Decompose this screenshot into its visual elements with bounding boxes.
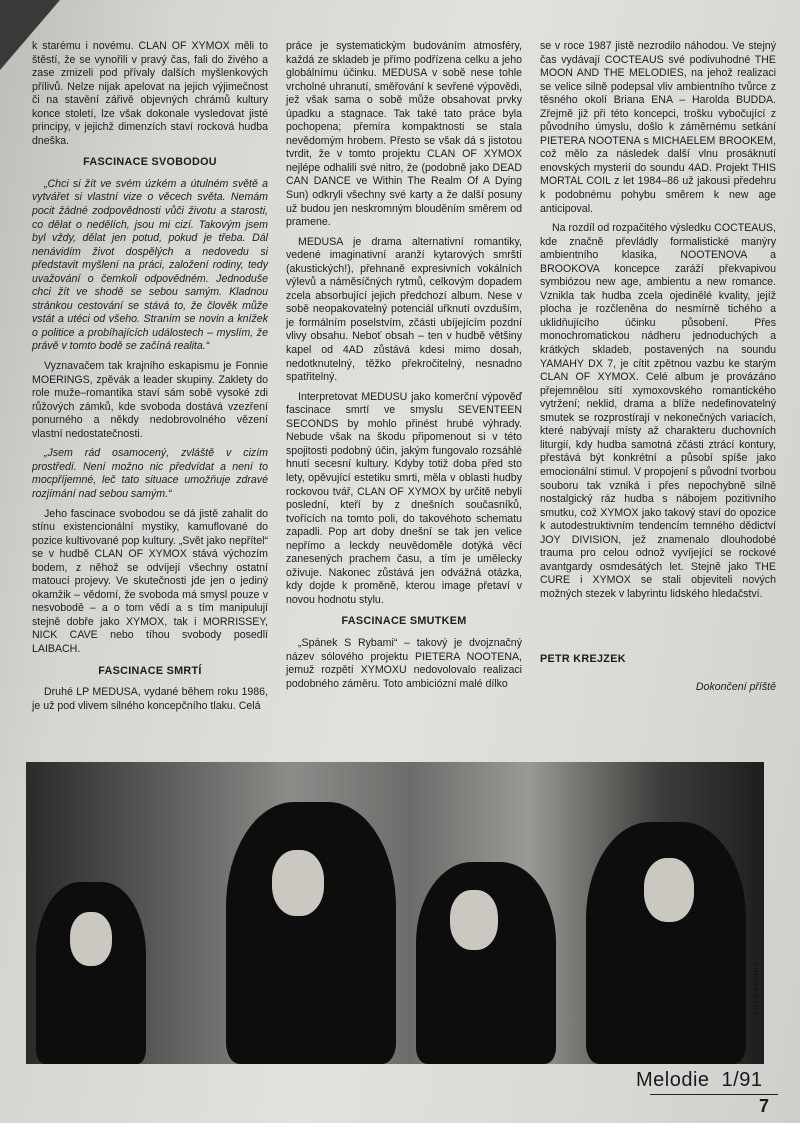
paragraph: MEDUSA je drama alternativní romantiky, vedené imaginativní aranží kytarových smrští (akustických!), přehnaně expresivních vokálních výlevů a náměsíčných rytmů, celkovým dopadem zcela absorbující jejich předchozí album. Nese v sobě neopakovatelný potenciál uřknutí ovzduším, je formálním poselstvím, zčásti ubíjejícím pozdní vlivy obsahu. Neboť obsah – ten v hudbě většiny kapel od 4AD zůstává kdesi mimo dosah, nedotknutelný, těžko překročitelný, nesnadno spatřitelný.: [286, 235, 522, 384]
column-3: [540, 40, 776, 701]
section-heading: FASCINACE SMUTKEM: [341, 615, 467, 628]
issue-number: 1/91: [721, 1069, 763, 1091]
band-member-figure: [226, 802, 396, 1064]
paragraph: se v roce 1987 jistě nezrodilo náhodou. Ve stejný čas vydávají COCTEAUS své podivuhodné THE MOON AND THE MELODIES, na jehož realizaci se velice silně podepsal vliv ambientního tvůrce z těsného okolí Briana ENA – Harolda BUDDA. Zřejmě již při této koncepci, trošku vybočující z původního úmyslu, došlo k záměrnému setkání PIETERA NOOTENA s MICHAELEM BROOKEM, což mělo za následek další vlnu prosáknutí enovských mysterií do soundu 4AD. Projekt THIS MORTAL COIL z let 1984–86 už jakousi předehru k podobnému pohybu směrem k new age anticipoval.: [540, 40, 776, 215]
magazine-title: [636, 1069, 762, 1092]
quote: „Jsem rád osamocený, zvláště v cizím prostředí. Není možno nic předvídat a není to mocpříjemné, leč tato situace umožňuje zdravé rozjímání nad sebou samým.“: [32, 447, 268, 500]
section-heading: FASCINACE SVOBODOU: [83, 156, 217, 169]
column-1: [32, 40, 268, 719]
photo-credit: FOTO ARCHIV: [753, 962, 760, 1015]
continued-note: Dokončení příště: [695, 680, 776, 693]
paragraph: Na rozdíl od rozpačitého výsledku COCTEAUS, kde značně převládly formalistické manýry ambientního klasika, NOOTENOVA a BROOKOVA koncepce zaráží překvapivou symbiózou new age, ambientu a new romance. Vznikla tak hudba zcela ojedinělé kvality, jejíž plocha je rozčleněna do nesmírně tichého a uklidňujícího účinku působení. Přes monochromatickou nádheru jednoduchých a krátkých skladeb, postavených na soundu YAMAHY DX 7, je cítit zpětnou vazbu ke starým CLAN OF XYMOX. Celé album je provázáno přejemnělou sítí xymoxovského romantického vytržení; neklid, drama a blíže nedefinovatelný smutek se rozprostírají v nekonečných variacích, které nabývají místy až charakteru duchovních liturgií, kdy hudba samotná zčásti ztrácí kontury, přestává být konkrétní a působí spíše jako emocionální stimul. V propojení s původní tvorbou souboru tak vzniká i přes nepochybně silně nostalgický ráz hudba s nábojem pozitivního smutku, což XYMOX jako takový staví do opozice k autodestruktivním tendencím temného dědictví JOY DIVISION, jež znamenalo dlouhodobé trauma pro celou odnož vyvíjející se rockové avantgardy osmdesátých let. Stejně jako THE CURE i XYMOX se stali objeviteli nových možných stezek v labyrintu lidského hledačství.: [540, 222, 776, 600]
band-member-face: [644, 858, 694, 922]
magazine-name: Melodie: [636, 1069, 710, 1091]
band-member-face: [70, 912, 112, 966]
paragraph: „Spánek S Rybami“ – takový je dvojznačný název sólového projektu PIETERA NOOTENA, jemuž rozpětí XYMOXU nedovolovalo realizaci podobného záměru. Toto ambiciózní malé dílko: [286, 636, 522, 690]
column-2: [286, 40, 522, 697]
paragraph: práce je systematickým budováním atmosféry, každá ze skladeb je přímo podřízena celku a jeho globálnímu účinku. MEDUSA v sobě nese tohle vrcholné uhranutí, směřování k sevřené výpovědi, jež však sama o sobě může obsahovat prvky úpadku a stagnace. Tak také tato práce byla pochopena; přemíra kompaktnosti se stala nevědomým hrobem. Přesto se však dá s jistotou tvrdit, že v tomto projektu CLAN OF XYMOX nejlépe odhalili své nitro, že (podobně jako DEAD CAN DANCE ve Within The Realm Of A Dying Sun) odkryli všechny své karty a že další posuny už budou jen neskromným blouděním směrem od pramene.: [286, 40, 522, 229]
author-name: PETR KREJZEK: [540, 653, 626, 666]
band-member-face: [450, 890, 498, 950]
paragraph: Druhé LP MEDUSA, vydané během roku 1986, je už pod vlivem silného koncepčního tlaku. Celá: [32, 686, 268, 712]
band-member-face: [272, 850, 324, 916]
section-heading: FASCINACE SMRTÍ: [98, 664, 202, 677]
band-photo: [26, 762, 764, 1064]
paragraph: Interpretovat MEDUSU jako komerční výpověď fascinace smrtí ve smyslu SEVENTEEN SECONDS by mohlo přinést hrubé výhrady. Nebude však na škodu připomenout si v této spojitosti podobný účin, jakým fungovalo rozsáhlé hnutí secesní kultury. Kdyby totiž doba před sto lety, opěvující estetiku smrti, měla v oblasti hudby rockovou tvář, CLAN OF XYMOX by určitě nebyli poslední, kteří by z dnešních současníků, tvořících na tomto poli, do takovéhoto schematu zapadli. Pop art doby dnešní se tak jen velice nepřímo a leckdy neuvědoměle dotýká věcí zanesených prachem času, a tím je umělecky oživuje. Nakonec zůstává jen odvážná otázka, kdy dojde k proměně, kterou image přetaví v novou hodnotu stylu.: [286, 390, 522, 606]
paragraph: Vyznavačem tak krajního eskapismu je Fonnie MOERINGS, zpěvák a leader skupiny. Zaklety do role muže–romantika staví sám sobě vysoké zdi růžových zámků, kde svoboda dostává vzezření ponurného a někdy nedobrovolného vězení vlastní nedostatečnosti.: [32, 360, 268, 440]
quote: „Chci si žít ve svém úzkém a útulném světě a vytvářet si vlastní vize o věcech světa. Nemám pocit žádné zodpovědnosti vůči životu a starosti, co dělat o nedělích, jsou mi cizí. Takovým jsem byl vždy, dělat jen potud, pokud je třeba. Dál nenávidím život dospělých a nedovedu si představit myšlení na práci, založení rodiny, tedy uvažování o čemkoli odpovědném. Jednoduše chci žít ve shodě se sebou samým. Kladnou stránkou cestování se stává to, že člověk může vstát a utéci od všeho. Straním se novin a knížek o politice a probíhajících událostech – myslím, že právě v tomto bodě se začíná realita.“: [32, 177, 268, 353]
paragraph: k starému i novému. CLAN OF XYMOX měli to štěstí, že se vynořili v pravý čas, fali do živého a zase zmizeli pod přívaly dalších myšlenkových přílivů. Nelze nijak apelovat na jejich výjimečnost či na stavění zářivě objevných chrámů kultury konce století, lze však dokonale vysledovat jisté principy, v jejichž dimenzích staví rocková hudba dneška.: [32, 40, 268, 147]
paragraph: Jeho fascinace svobodou se dá jistě zahalit do stínu existencionální mystiky, kamuflované do pozice kultivované pop kultury. „Svět jako nepřítel“ se v hudbě CLAN OF XYMOX stává výchozím bodem, z něhož se odvíjejí všechny ostatní matoucí projevy. Ve skutečnosti jde jen o jediný okamžik – vědomí, že svoboda má smysl pouze v nesvobodě – a o tom vědí a s tím manipulují stejně dobře jako XYMOX, tak i MORRISSEY, NICK CAVE nebo tíhou svobody posedlí LAIBACH.: [32, 507, 268, 655]
footer-rule: [650, 1094, 778, 1095]
page-number: 7: [759, 1096, 770, 1116]
band-member-figure: [36, 882, 146, 1064]
